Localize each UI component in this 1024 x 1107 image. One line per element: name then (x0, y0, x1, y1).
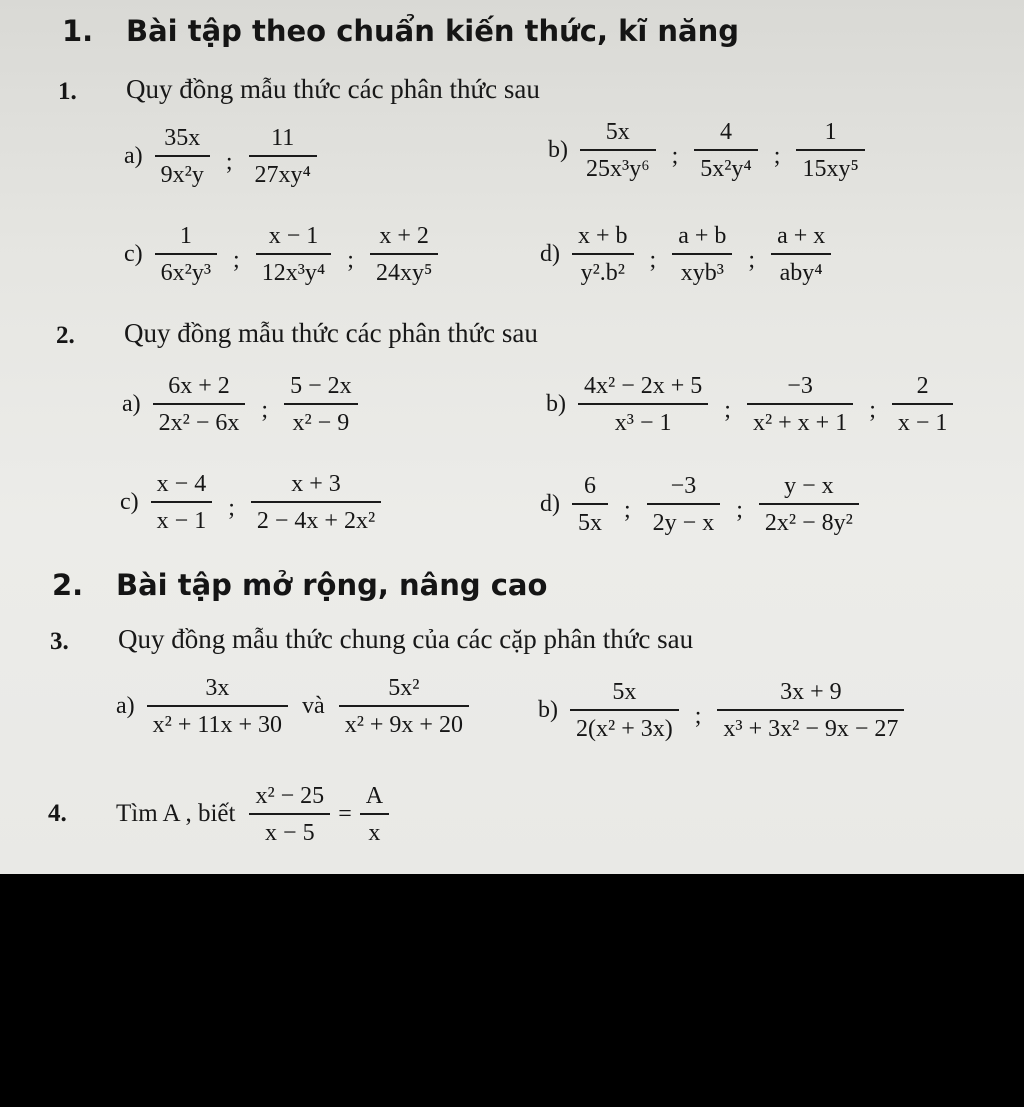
section-title: Bài tập theo chuẩn kiến thức, kĩ năng (126, 14, 740, 48)
problem-1-text: Quy đồng mẫu thức các phân thức sau (126, 74, 540, 104)
fraction: $\frac{5 - 2x}{\text{x² − 9}}$ (284, 374, 358, 435)
fraction: $\frac{x + 2}{\text{24xy⁵}}$ (370, 224, 438, 285)
fraction: $\frac{x - 4}{x - 1}$ (151, 472, 213, 533)
fraction: $\frac{4}{\text{5x²y⁴}}$ (694, 120, 758, 181)
problem-2b: b) $\frac{\text{4x² − 2x + 5}}{\text{x³ − 1}}$ ; $\frac{-3}{\text{x² + x + 1}}$ ; $\frac{2}{x - 1}$ (546, 374, 957, 435)
fraction: $\frac{35x}{\text{9x²y}}$ (155, 126, 210, 187)
fraction: $\frac{-3}{\text{x² + x + 1}}$ (747, 374, 853, 435)
fraction: $\frac{1}{\text{6x²y³}}$ (155, 224, 217, 285)
fraction: $\frac{6x + 2}{\text{2x² − 6x}}$ (153, 374, 246, 435)
fraction: $\frac{\text{4x² − 2x + 5}}{\text{x³ − 1}}$ (578, 374, 708, 435)
fraction: $\frac{a + x}{\text{aby⁴}}$ (771, 224, 831, 285)
fraction: $\frac{A}{x}$ (360, 784, 389, 845)
item-label: c) (120, 488, 139, 515)
item-label: a) (124, 142, 143, 169)
item-label: a) (122, 390, 141, 417)
problem-1c: c) $\frac{1}{\text{6x²y³}}$ ; $\frac{x - 1}{\text{12x³y⁴}}$ ; $\frac{x + 2}{\text{24xy⁵}}$ (124, 224, 442, 285)
problem-3b: b) $\frac{5x}{\text{2(x² + 3x)}}$ ; $\frac{3x + 9}{\text{x³ + 3x² − 9x − 27}}$ (538, 680, 908, 741)
fraction: $\frac{\text{5x²}}{\text{x² + 9x + 20}}$ (339, 676, 469, 737)
problem-4 (48, 784, 393, 845)
problem-2-text: Quy đồng mẫu thức các phân thức sau (124, 318, 538, 348)
section-title: Bài tập mở rộng, nâng cao (116, 568, 548, 602)
item-label: b) (548, 136, 568, 163)
section-number: 2. (52, 568, 84, 602)
problem-3-number: 3. (50, 628, 69, 655)
fraction: $\frac{5x}{\text{25x³y⁶}}$ (580, 120, 656, 181)
problem-2d: d) $\frac{6}{5x}$ ; $\frac{-3}{2y - x}$ ; $\frac{y - x}{\text{2x² − 8y²}}$ (540, 474, 863, 535)
problem-2a: a) $\frac{6x + 2}{\text{2x² − 6x}}$ ; $\frac{5 - 2x}{\text{x² − 9}}$ (122, 374, 362, 435)
fraction: $\frac{6}{5x}$ (572, 474, 608, 535)
problem-4-number: 4. (48, 800, 67, 828)
fraction: $\frac{2}{x - 1}$ (892, 374, 954, 435)
item-label: d) (540, 490, 560, 517)
fraction: $\frac{y - x}{\text{2x² − 8y²}}$ (759, 474, 859, 535)
item-label: b) (538, 696, 558, 723)
fraction: $\frac{a + b}{\text{xyb³}}$ (672, 224, 732, 285)
problem-1d: d) $\frac{x + b}{\text{y².b²}}$ ; $\frac{a + b}{\text{xyb³}}$ ; $\frac{a + x}{\text{aby⁴}}$ (540, 224, 835, 285)
fraction: $\frac{3x + 9}{\text{x³ + 3x² − 9x − 27}}$ (717, 680, 904, 741)
black-band (0, 874, 1024, 1107)
fraction: $\frac{x + 3}{\text{2 − 4x + 2x²}}$ (251, 472, 381, 533)
problem-4-text: Tìm A , biết (116, 800, 236, 828)
item-label: c) (124, 240, 143, 267)
item-label: b) (546, 390, 566, 417)
problem-1a: a) $\frac{35x}{\text{9x²y}}$ ; $\frac{11}{\text{27xy⁴}}$ (124, 126, 321, 187)
fraction: $\frac{3x}{\text{x² + 11x + 30}}$ (147, 676, 288, 737)
problem-2c: c) $\frac{x - 4}{x - 1}$ ; $\frac{x + 3}{\text{2 − 4x + 2x²}}$ (120, 472, 385, 533)
connector-word: và (302, 692, 325, 719)
fraction: $\frac{x - 1}{\text{12x³y⁴}}$ (256, 224, 332, 285)
fraction: $\frac{1}{\text{15xy⁵}}$ (796, 120, 864, 181)
problem-1b: b) $\frac{5x}{\text{25x³y⁶}}$ ; $\frac{4}{\text{5x²y⁴}}$ ; $\frac{1}{\text{15xy⁵}}$ (548, 120, 869, 181)
fraction: $\frac{x + b}{\text{y².b²}}$ (572, 224, 634, 285)
fraction: $\frac{5x}{\text{2(x² + 3x)}}$ (570, 680, 679, 741)
fraction: $\frac{\text{x² − 25}}{x - 5}$ (249, 784, 330, 845)
item-label: a) (116, 692, 135, 719)
problem-1-number: 1. (58, 78, 77, 105)
item-label: d) (540, 240, 560, 267)
fraction: $\frac{-3}{2y - x}$ (647, 474, 721, 535)
problem-2-number: 2. (56, 322, 75, 349)
fraction: $\frac{11}{\text{27xy⁴}}$ (249, 126, 317, 187)
problem-3-text: Quy đồng mẫu thức chung của các cặp phân thức sau (118, 624, 694, 654)
section-heading-1 (62, 14, 739, 48)
problem-3a (116, 676, 473, 737)
section-number: 1. (62, 14, 94, 48)
section-heading-2 (52, 568, 547, 602)
equals-sign: = (338, 800, 352, 827)
